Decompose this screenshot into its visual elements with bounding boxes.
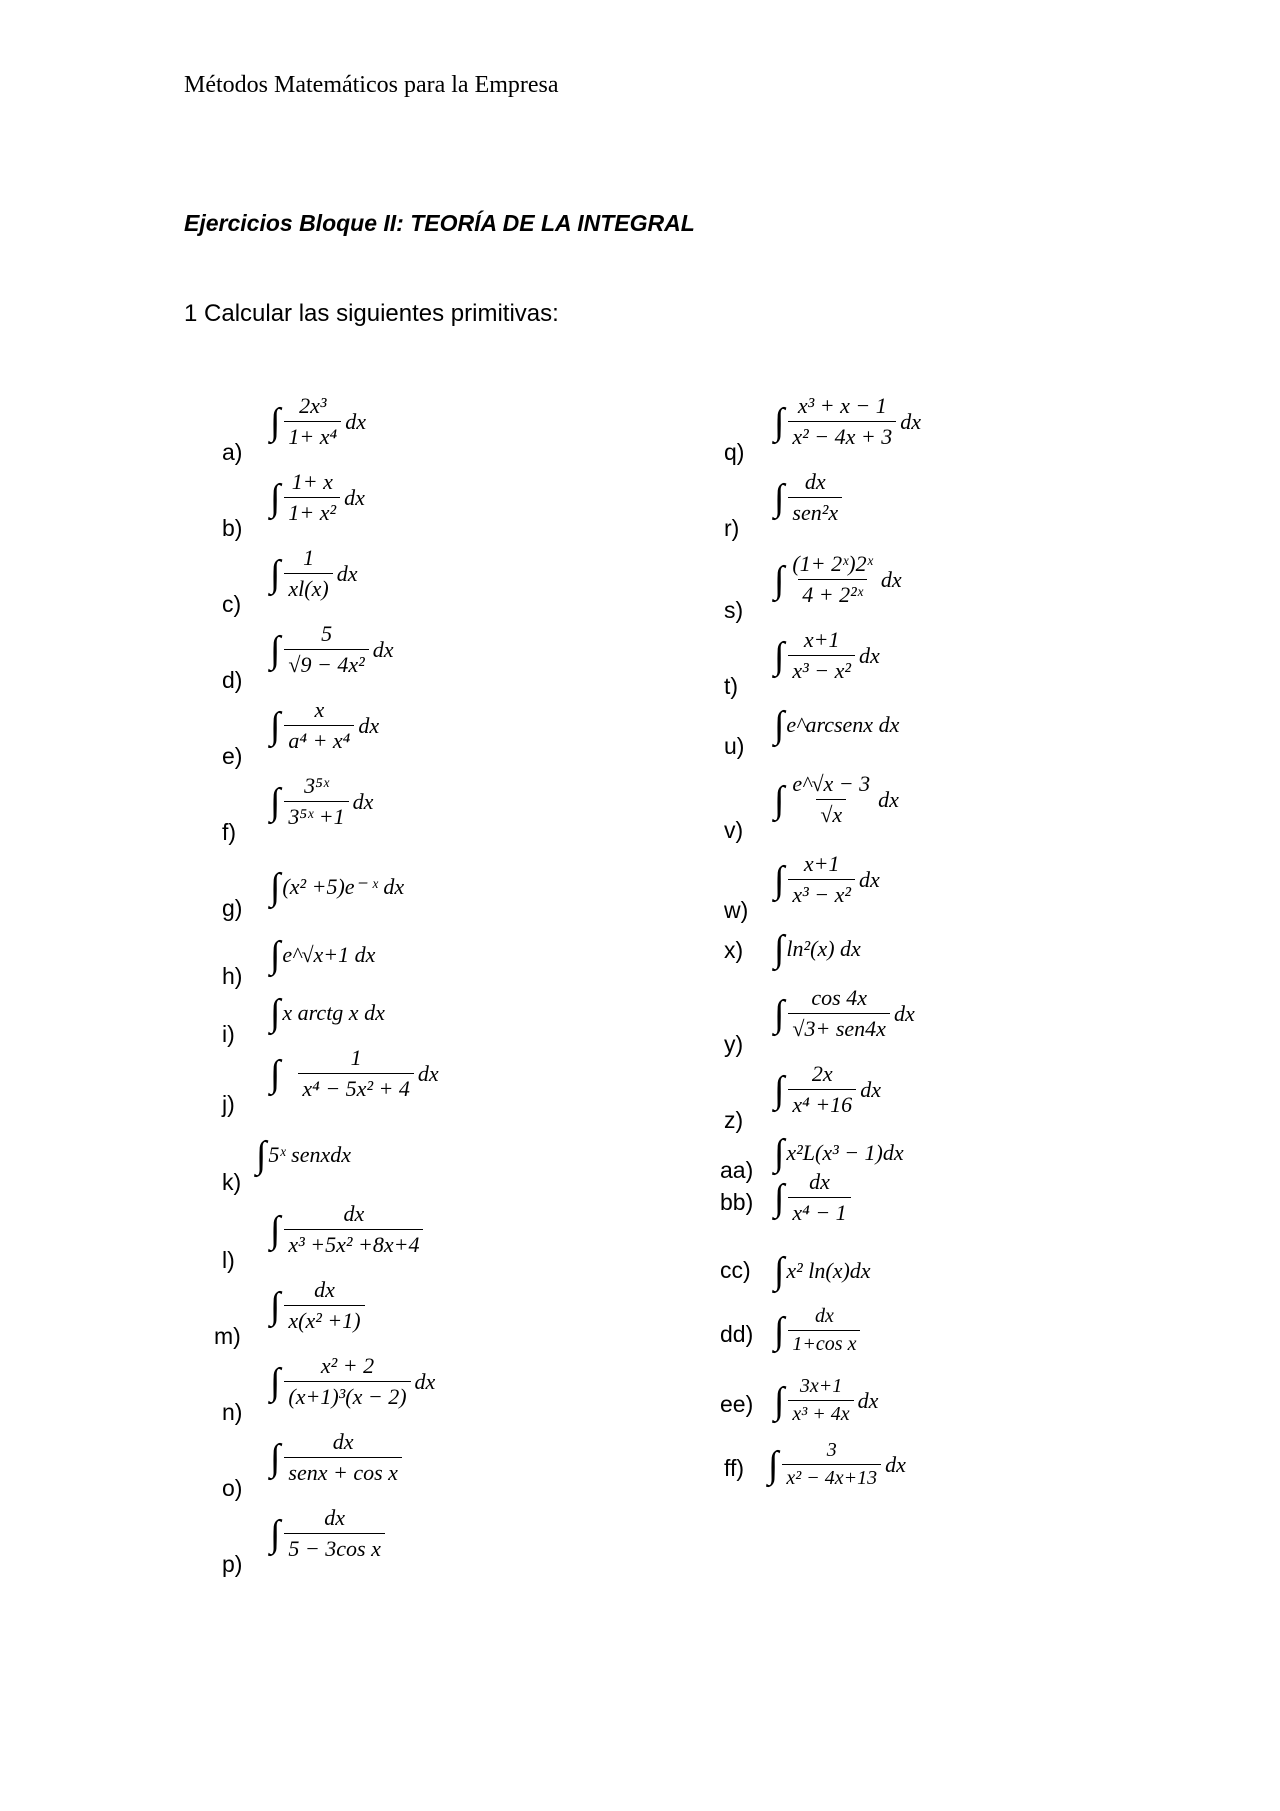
exercise-label: z) <box>724 1107 744 1133</box>
integral-sign: ∫ <box>774 1132 785 1174</box>
exercise-item-c <box>210 545 730 624</box>
exercise-label: p) <box>222 1551 243 1577</box>
fraction <box>788 551 876 608</box>
denominator: x(x² +1) <box>284 1305 364 1334</box>
integral-sign: ∫ <box>774 1379 785 1422</box>
denominator: x² − 4x+13 <box>782 1464 881 1490</box>
exercise-label: h) <box>222 963 243 989</box>
fraction <box>788 627 855 684</box>
integral-sign: ∫ <box>270 628 281 671</box>
integral-sign: ∫ <box>270 934 281 976</box>
differential: dx <box>878 786 899 812</box>
denominator: x⁴ +16 <box>788 1089 856 1118</box>
integral-sign: ∫ <box>774 1176 785 1219</box>
fraction <box>284 1201 423 1258</box>
differential: dx <box>358 712 380 738</box>
exercise-label: w) <box>724 897 749 923</box>
exercise-label: m) <box>214 1323 241 1349</box>
exercise-label: k) <box>222 1169 242 1195</box>
exercise-item-f <box>210 773 730 852</box>
numerator: e^√x − 3 <box>792 771 871 796</box>
denominator: x⁴ − 1 <box>788 1197 850 1226</box>
numerator: x² + 2 <box>320 1353 375 1378</box>
integrand: x²L(x³ − 1)dx <box>786 1140 904 1165</box>
numerator: dx <box>324 1505 346 1530</box>
exercise-item-n <box>210 1353 730 1432</box>
differential: dx <box>352 788 374 814</box>
integral-sign: ∫ <box>270 1436 281 1479</box>
exercise-item-dd <box>720 1290 1240 1364</box>
differential: dx <box>345 408 366 434</box>
denominator: x⁴ − 5x² + 4 <box>298 1073 413 1102</box>
differential: dx <box>885 1451 906 1477</box>
fraction <box>788 393 896 450</box>
exercise-item-y <box>720 985 1240 1064</box>
fraction <box>284 697 354 754</box>
exercise-label: j) <box>222 1091 235 1117</box>
integral-sign: ∫ <box>270 992 281 1034</box>
denominator: 1+ x² <box>284 497 340 526</box>
integral-sign: ∫ <box>270 1360 281 1403</box>
exercise-label: ff) <box>724 1455 745 1481</box>
exercise-label: o) <box>222 1475 243 1501</box>
integral-sign: ∫ <box>270 1052 281 1095</box>
integral-sign: ∫ <box>270 780 281 823</box>
fraction <box>284 621 368 678</box>
exercise-item-u <box>720 692 1240 766</box>
differential: dx <box>860 1076 881 1102</box>
differential: dx <box>859 642 880 668</box>
exercise-instruction: 1 Calcular las siguientes primitivas: <box>184 300 559 327</box>
fraction <box>788 469 842 526</box>
integral-sign: ∫ <box>774 778 785 821</box>
fraction <box>788 1375 853 1426</box>
denominator: sen²x <box>788 497 842 526</box>
exercise-item-b <box>210 469 730 548</box>
numerator: 1 <box>350 1045 362 1070</box>
numerator: 1+ x <box>291 469 333 494</box>
numerator: dx <box>809 1169 830 1194</box>
integral-sign: ∫ <box>774 400 785 443</box>
exercise-item-e <box>210 697 730 776</box>
integral-sign: ∫ <box>774 1309 785 1352</box>
fraction <box>284 773 348 830</box>
exercise-item-a <box>210 393 730 472</box>
fraction <box>284 1353 410 1410</box>
denominator: a⁴ + x⁴ <box>284 725 354 754</box>
exercise-label: dd) <box>720 1321 754 1347</box>
integral-sign: ∫ <box>774 634 785 677</box>
numerator: x <box>314 697 325 722</box>
exercise-item-g <box>210 854 730 928</box>
denominator: 4 + 2²ˣ <box>798 579 867 608</box>
integrand: ln²(x) dx <box>786 936 861 961</box>
fraction <box>788 1061 856 1118</box>
exercise-item-v <box>720 771 1240 850</box>
exercise-block-title: Ejercicios Bloque II: TEORÍA DE LA INTEGRAL <box>184 210 695 236</box>
integral-sign: ∫ <box>270 866 281 908</box>
denominator: x³ − x² <box>788 879 855 908</box>
exercise-label: s) <box>724 597 744 623</box>
exercise-label: u) <box>724 733 745 759</box>
exercise-label: t) <box>724 673 739 699</box>
numerator: dx <box>314 1277 335 1302</box>
exercise-item-d <box>210 621 730 700</box>
document-header: Métodos Matemáticos para la Empresa <box>184 72 559 98</box>
exercise-label: n) <box>222 1399 243 1425</box>
exercise-item-cc <box>720 1226 1240 1300</box>
numerator: x³ + x − 1 <box>797 393 887 418</box>
exercise-item-ff <box>720 1424 1240 1498</box>
denominator: √x <box>816 799 846 828</box>
denominator: 1+cos x <box>788 1330 860 1356</box>
exercise-item-x <box>720 890 1240 970</box>
exercise-item-q <box>720 393 1240 472</box>
integral-sign: ∫ <box>768 1443 779 1486</box>
integral-sign: ∫ <box>774 558 785 601</box>
fraction <box>284 1505 384 1562</box>
integral-sign: ∫ <box>774 704 785 746</box>
fraction <box>788 985 890 1042</box>
exercise-item-m <box>210 1277 730 1356</box>
integral-sign: ∫ <box>270 1512 281 1555</box>
integral-sign: ∫ <box>270 400 281 443</box>
integrand: (x² +5)e⁻ ˣ dx <box>282 874 405 899</box>
exercise-label: r) <box>724 515 740 541</box>
denominator: x³ +5x² +8x+4 <box>284 1229 423 1258</box>
denominator: x² − 4x + 3 <box>788 421 896 450</box>
exercise-label: y) <box>724 1031 744 1057</box>
integral-sign: ∫ <box>270 1208 281 1251</box>
fraction <box>284 545 332 602</box>
exercise-label: a) <box>222 439 243 465</box>
denominator: 5 − 3cos x <box>284 1533 384 1562</box>
exercise-item-k <box>210 1128 730 1202</box>
exercise-label: x) <box>724 937 744 963</box>
denominator: √9 − 4x² <box>284 649 368 678</box>
exercise-label: aa) <box>720 1157 754 1183</box>
integral-sign: ∫ <box>774 1250 785 1292</box>
differential: dx <box>417 1060 439 1086</box>
integral-sign: ∫ <box>774 992 785 1035</box>
exercise-label: g) <box>222 895 243 921</box>
exercise-label: i) <box>222 1021 235 1047</box>
exercise-label: l) <box>222 1247 235 1273</box>
integral-sign: ∫ <box>256 1134 267 1176</box>
differential: dx <box>414 1368 436 1394</box>
integral-sign: ∫ <box>270 704 281 747</box>
numerator: 1 <box>303 545 315 570</box>
differential: dx <box>859 866 880 892</box>
numerator: dx <box>332 1429 354 1454</box>
fraction <box>284 469 340 526</box>
exercise-item-i <box>210 980 730 1054</box>
differential: dx <box>336 560 358 586</box>
exercise-label: q) <box>724 439 745 465</box>
integrand: e^√x+1 dx <box>282 942 376 967</box>
numerator: 5 <box>321 621 333 646</box>
numerator: 2x <box>811 1061 833 1086</box>
integrand: x arctg x dx <box>282 1000 385 1025</box>
integrand: e^arcsenx dx <box>786 712 900 737</box>
exercise-label: bb) <box>720 1189 754 1215</box>
exercise-label: f) <box>222 819 237 845</box>
denominator: x³ − x² <box>788 655 855 684</box>
numerator: 3⁵ˣ <box>304 773 329 798</box>
denominator: (x+1)³(x − 2) <box>284 1381 410 1410</box>
fraction <box>788 771 874 828</box>
fraction <box>788 1305 860 1356</box>
exercise-item-s <box>720 551 1240 630</box>
denominator: 1+ x⁴ <box>284 421 341 450</box>
differential: dx <box>344 484 365 510</box>
exercise-label: cc) <box>720 1257 751 1283</box>
fraction <box>284 393 341 450</box>
integrand: 5ˣ senxdx <box>268 1142 351 1167</box>
fraction <box>782 1439 881 1490</box>
differential: dx <box>893 1000 915 1026</box>
exercise-label: v) <box>724 817 744 843</box>
exercise-item-r <box>720 469 1240 548</box>
exercise-label: c) <box>222 591 242 617</box>
fraction <box>788 1169 850 1226</box>
numerator: 3 <box>826 1439 837 1461</box>
numerator: x+1 <box>803 627 840 652</box>
integral-sign: ∫ <box>270 552 281 595</box>
denominator: xl(x) <box>284 573 332 602</box>
numerator: x+1 <box>803 851 840 876</box>
fraction <box>298 1045 413 1102</box>
differential: dx <box>880 566 902 592</box>
numerator: dx <box>343 1201 365 1226</box>
integral-sign: ∫ <box>774 1068 785 1111</box>
integral-sign: ∫ <box>774 928 785 970</box>
integral-sign: ∫ <box>270 1284 281 1327</box>
exercise-label: e) <box>222 743 243 769</box>
exercise-item-ee <box>720 1360 1240 1434</box>
numerator: cos 4x <box>811 985 867 1010</box>
integral-sign: ∫ <box>774 476 785 519</box>
differential: dx <box>900 408 922 434</box>
exercise-label: b) <box>222 515 243 541</box>
exercise-label: ee) <box>720 1391 754 1417</box>
exercise-item-o <box>210 1429 730 1508</box>
integral-sign: ∫ <box>774 858 785 901</box>
differential: dx <box>372 636 394 662</box>
exercise-label: d) <box>222 667 243 693</box>
denominator: √3+ sen4x <box>788 1013 890 1042</box>
integral-sign: ∫ <box>270 476 281 519</box>
denominator: senx + cos x <box>284 1457 402 1486</box>
exercise-item-l <box>210 1201 730 1280</box>
numerator: 3x+1 <box>799 1375 843 1397</box>
exercise-item-j <box>210 1045 730 1124</box>
numerator: (1+ 2ˣ)2ˣ <box>792 551 873 576</box>
numerator: dx <box>804 469 826 494</box>
denominator: 3⁵ˣ +1 <box>284 801 348 830</box>
exercise-item-p <box>210 1505 730 1584</box>
numerator: 2x³ <box>299 393 327 418</box>
differential: dx <box>857 1387 879 1413</box>
integrand: x² ln(x)dx <box>786 1258 871 1283</box>
fraction <box>284 1277 364 1334</box>
fraction <box>284 1429 402 1486</box>
denominator: x³ + 4x <box>788 1400 853 1426</box>
numerator: dx <box>815 1305 834 1327</box>
exercise-item-bb <box>720 1162 1240 1236</box>
